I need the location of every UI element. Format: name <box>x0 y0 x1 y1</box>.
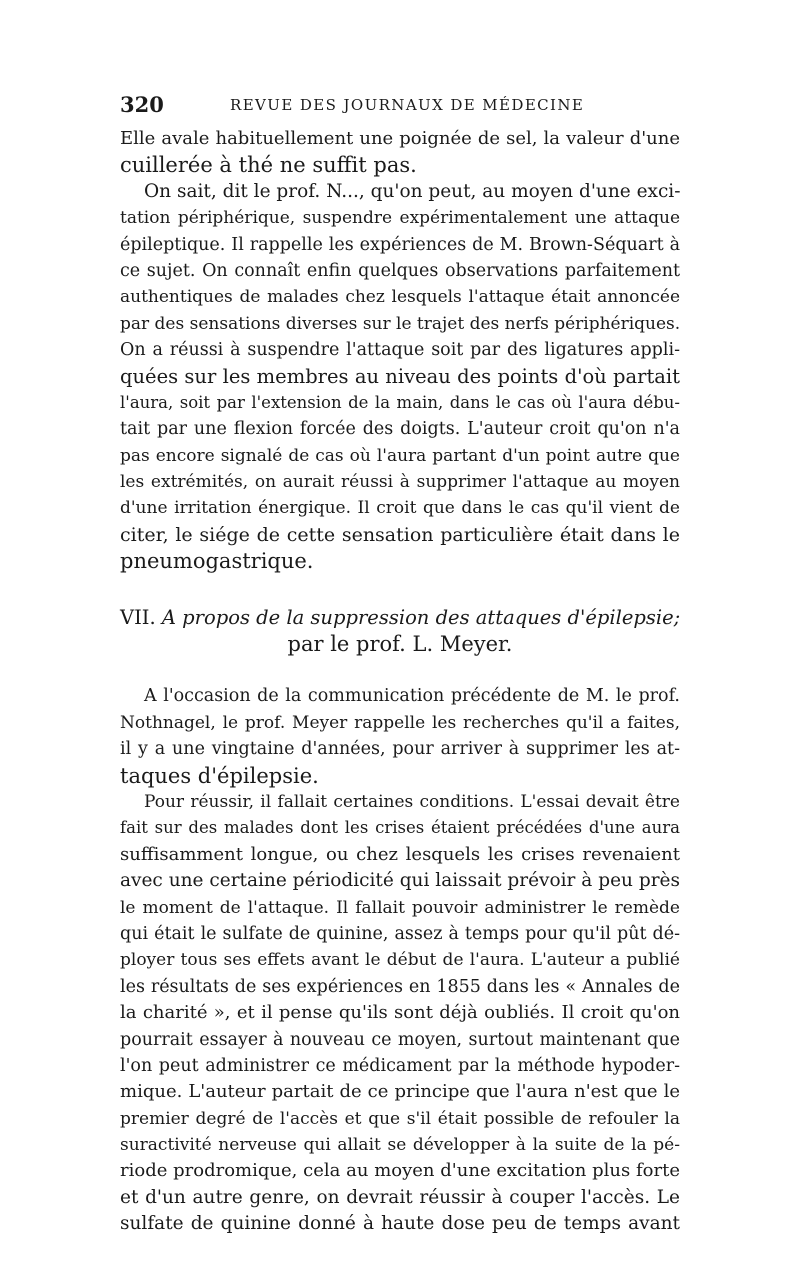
text-line: pourrait essayer à nouveau ce moyen, surtout maintenant que <box>120 1029 680 1050</box>
text-line: d'une irritation énergique. Il croit que dans le cas qu'il vient de <box>120 498 680 519</box>
text-line: Elle avale habituellement une poignée de sel, la valeur d'une <box>120 128 680 149</box>
paragraph-2 <box>120 179 680 575</box>
section-byline: par le prof. L. Meyer. <box>287 632 513 657</box>
text-line: On sait, dit le prof. N..., qu'on peut, au moyen d'une exci- <box>144 180 681 202</box>
text-line: ployer tous ses effets avant le début de l'aura. L'auteur a publié <box>120 950 680 971</box>
text-line: Pour réussir, il fallait certaines conditions. L'essai devait être <box>144 791 680 812</box>
text-line: mique. L'auteur partait de ce principe que l'aura n'est que le <box>120 1081 680 1103</box>
text-line: pneumogastrique. <box>120 549 314 574</box>
text-line: fait sur des malades dont les crises étaient précédées d'une aura <box>120 818 680 838</box>
text-line: suffisamment longue, ou chez lesquels les crises revenaient <box>120 843 680 865</box>
text-line: Nothnagel, le prof. Meyer rappelle les recherches qu'il a faites, <box>120 712 680 733</box>
section-title: A propos de la suppression des attaques d'épilepsie; <box>161 605 681 629</box>
text-line: citer, le siége de cette sensation particulière était dans le <box>120 523 680 546</box>
text-line: tait par une flexion forcée des doigts. L'auteur croit qu'on n'a <box>120 419 680 440</box>
text-line: On a réussi à suspendre l'attaque soit par des ligatures appli- <box>120 340 680 361</box>
text-line: avec une certaine périodicité qui laissait prévoir à peu près <box>120 870 680 892</box>
text-line: tation périphérique, suspendre expérimentalement une attaque <box>120 208 680 229</box>
text-line: sulfate de quinine donné à haute dose peu de temps avant <box>120 1213 680 1235</box>
text-line: taques d'épilepsie. <box>120 763 319 788</box>
text-line: et d'un autre genre, on devrait réussir à couper l'accès. Le <box>120 1186 680 1208</box>
text-line: pas encore signalé de cas où l'aura partant d'un point autre que <box>120 445 680 466</box>
text-line: qui était le sulfate de quinine, assez à temps pour qu'il pût dé- <box>120 923 680 944</box>
section-title-line <box>120 605 680 631</box>
text-line: la charité », et il pense qu'ils sont déjà oubliés. Il croit qu'on <box>120 1002 680 1024</box>
text-line: épileptique. Il rappelle les expériences de M. Brown-Séquart à <box>120 234 680 255</box>
running-header <box>120 92 680 116</box>
paragraph-1 <box>120 126 680 179</box>
paragraph-3 <box>120 683 680 789</box>
text-line: par des sensations diverses sur le trajet des nerfs périphériques. <box>120 313 681 334</box>
text-line: authentiques de malades chez lesquels l'attaque était annoncée <box>120 287 680 308</box>
text-line: suractivité nerveuse qui allait se développer à la suite de la pé- <box>120 1135 680 1156</box>
text-line: les résultats de ses expériences en 1855 dans les « Annales de <box>120 976 680 997</box>
section-spacer <box>120 657 680 683</box>
text-line: cuillerée à thé ne suffit pas. <box>120 153 417 178</box>
paragraph-4 <box>120 789 680 1238</box>
section-numeral: VII. <box>120 605 156 629</box>
body-text <box>120 126 680 1238</box>
text-line: premier degré de l'accès et que s'il était possible de refouler la <box>120 1108 680 1129</box>
text-line: A l'occasion de la communication précédente de M. le prof. <box>144 686 680 707</box>
text-line: le moment de l'attaque. Il fallait pouvoir administrer le remède <box>120 897 680 918</box>
text-line: l'aura, soit par l'extension de la main, dans le cas où l'aura débu- <box>120 392 680 412</box>
section-heading <box>120 605 680 658</box>
text-line: riode prodromique, cela au moyen d'une excitation plus forte <box>120 1160 680 1182</box>
page-number: 320 <box>120 92 164 117</box>
text-line: quées sur les membres au niveau des points d'où partait <box>120 364 680 388</box>
text-line: il y a une vingtaine d'années, pour arriver à supprimer les at- <box>120 739 680 760</box>
section-spacer <box>120 575 680 605</box>
text-line: les extrémités, on aurait réussi à supprimer l'attaque au moyen <box>120 472 680 493</box>
text-line: ce sujet. On connaît enfin quelques observations parfaitement <box>120 260 680 281</box>
text-line: l'on peut administrer ce médicament par la méthode hypoder- <box>120 1055 680 1076</box>
journal-title: REVUE DES JOURNAUX DE MÉDECINE <box>230 96 585 114</box>
